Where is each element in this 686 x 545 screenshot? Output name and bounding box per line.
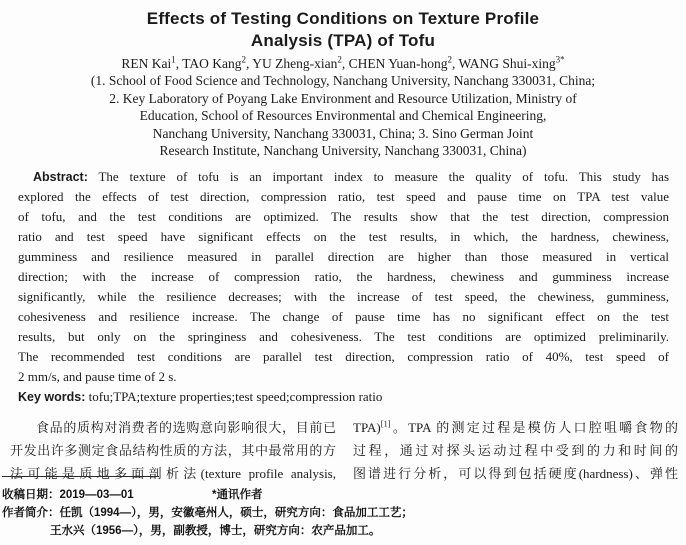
affiliation-line: Education, School of Resources Environmental and Chemical Engineering, — [139, 108, 547, 123]
body-line: 法可能是质地多面剖析法(texture profile analysis, — [10, 465, 336, 481]
abstract-line: significantly, while the resilience decreases; with the increase of test speed, the chewiness, gumminess, — [18, 288, 669, 304]
abstract-line: ratio and test speed have significant effects on the test results, in which, the hardness, chewiness, — [18, 228, 669, 244]
body-right-column — [353, 416, 678, 485]
footnote-line — [2, 486, 682, 504]
body-line: 食品的质构对消费者的选购意向影响很大，目前已 — [36, 419, 336, 435]
abstract-line: of tofu, and the test conditions are optimized. The results show that the test direction, compression — [18, 208, 669, 224]
title-block — [0, 0, 686, 52]
affiliation-line: Nanchang University, Nanchang 330031, China; 3. Sino German Joint — [152, 125, 534, 141]
body-columns — [10, 416, 678, 485]
abstract-label: Abstract: — [33, 169, 88, 184]
affiliation-line: Research Institute, Nanchang University, Nanchang 330031, China) — [159, 143, 527, 158]
author-name: WANG Shui-xing — [458, 56, 556, 71]
abstract-line — [18, 167, 669, 187]
paper-title-line2: Analysis (TPA) of Tofu — [250, 31, 436, 50]
keywords-text: tofu;TPA;texture properties;test speed;compression ratio — [88, 388, 383, 404]
author-superscript: 2 — [337, 54, 342, 65]
author-separator: , — [246, 56, 253, 71]
abstract-line: results, but only on the springiness and cohesiveness. The test conditions are optimized preliminarily. — [18, 328, 669, 344]
body-text: TPA) — [353, 419, 381, 435]
body-line: 过程，通过对探头运动过程中受到的力和时间的 — [353, 442, 678, 458]
abstract-line: The recommended test conditions are parallel test direction, compression ratio of 40%, test speed of — [18, 348, 669, 364]
author-name: YU Zheng-xian — [252, 56, 338, 71]
author-superscript: 3* — [555, 54, 565, 65]
abstract-line: cohesiveness and resilience increase. The change of pause time has no significant effect on the test — [18, 308, 669, 324]
footnote-block — [2, 476, 682, 540]
citation-superscript: [1] — [380, 418, 391, 429]
affiliation-line: 2. Key Laboratory of Poyang Lake Environment and Resource Utilization, Ministry of — [109, 90, 577, 106]
author-name: REN Kai — [121, 56, 172, 71]
affiliations-block — [0, 72, 686, 160]
author-separator: , — [175, 56, 183, 71]
keywords-label: Key words: — [18, 389, 86, 404]
author-name: TAO Kang — [182, 56, 242, 71]
keywords-line — [18, 387, 669, 407]
body-line — [353, 416, 678, 439]
abstract-text: The texture of tofu is an important index to measure the quality of tofu. This study has — [98, 168, 670, 184]
body-text: 。TPA 的测定过程是模仿人口腔咀嚼食物的 — [390, 419, 678, 435]
author-superscript: 2 — [447, 54, 452, 65]
abstract-line: gumminess and resilience measured in parallel direction are higher than those measured in vertical — [18, 248, 669, 264]
received-date: 收稿日期：2019—03—01 — [2, 489, 134, 501]
author-separator: , — [452, 56, 459, 71]
abstract-line: explored the effects of test direction, compression ratio, test speed and pause time on TPA test value — [18, 188, 669, 204]
author-bio-line1: 作者简介：任凯（1994—），男，安徽亳州人，硕士，研究方向：食品加工工艺； — [2, 507, 413, 519]
author-bio-line2: 王水兴（1956—），男，副教授，博士，研究方向：农产品加工。 — [50, 525, 381, 537]
body-line: 开发出许多测定食品结构性质的方法，其中最常用的方 — [10, 442, 336, 458]
abstract-line: 2 mm/s, and pause time of 2 s. — [18, 368, 177, 384]
corresponding-author-note: *通讯作者 — [212, 489, 263, 501]
body-line: 图谱进行分析，可以得到包括硬度(hardness)、弹性 — [353, 465, 678, 481]
author-superscript: 2 — [241, 54, 247, 65]
paper-title-line1: Effects of Testing Conditions on Texture Profile — [146, 9, 540, 28]
author-superscript: 1 — [171, 54, 176, 65]
author-separator: , — [341, 56, 349, 71]
footnote-divider — [2, 476, 159, 477]
affiliation-line: (1. School of Food Science and Technology, Nanchang University, Nanchang 330031, China; — [90, 73, 596, 88]
abstract-line: direction; with the increase of compression ratio, the hardness, chewiness and gumminess increase — [18, 268, 669, 284]
author-name: CHEN Yuan-hong — [348, 56, 448, 71]
authors-line — [0, 55, 686, 72]
abstract-section — [18, 167, 669, 407]
body-left-column — [10, 416, 336, 485]
